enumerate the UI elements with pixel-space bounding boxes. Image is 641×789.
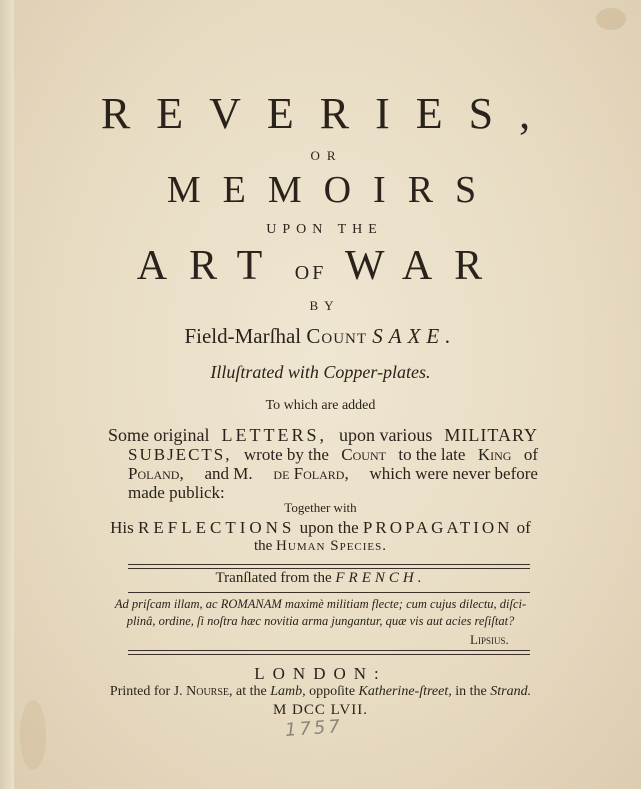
imprint-text: in the — [455, 684, 487, 699]
letters-line-1 — [108, 426, 538, 445]
letters-text: SUBJECTS, — [128, 445, 232, 464]
title-by: BY — [309, 298, 340, 313]
letters-line-4: made publick: — [128, 483, 225, 502]
title-memoirs: MEMOIRS — [166, 169, 499, 211]
quote-line-2: plinâ, ordine, ſi noſtra hæc novitia arma jungantur, quæ vis aut acies reſiſtat? — [126, 614, 515, 628]
title-of: OF — [294, 262, 327, 284]
reflections-text: REFLECTIONS — [138, 518, 296, 537]
author-name: SAXE. — [372, 324, 457, 348]
imprint-text: Printed for J. — [109, 684, 183, 699]
letters-text: Count — [341, 445, 386, 464]
imprint-text: oppoſite — [309, 684, 356, 699]
foxing-stain — [596, 8, 626, 30]
quote-author: Lipsius. — [470, 632, 509, 647]
author-count: Count — [306, 324, 368, 348]
letters-text: which were never before — [369, 464, 538, 483]
letters-text: to the late — [398, 445, 466, 464]
title-art-of-war — [0, 242, 641, 290]
imprint-year: M DCC LVII. — [272, 702, 369, 718]
translated-text: Tranſlated from the — [215, 570, 332, 586]
letters-text: King — [477, 445, 512, 464]
imprint-text: Lamb, — [270, 684, 306, 699]
letters-text: upon various — [338, 425, 433, 445]
imprint-text: Strand. — [490, 684, 532, 699]
translated-text: FRENCH. — [335, 570, 426, 586]
letters-text: Some original — [108, 425, 210, 445]
author-line — [0, 324, 641, 349]
title-reveries: REVERIES, — [100, 89, 557, 138]
letters-text: LETTERS, — [221, 425, 327, 445]
imprint-printer — [0, 684, 641, 700]
letters-text: de Folard, — [273, 464, 349, 483]
together-line: Together with — [284, 500, 357, 515]
title-art: ART — [136, 243, 285, 289]
divider-rule — [128, 650, 530, 655]
handwritten-year: 1757 — [284, 716, 344, 741]
reflections-text: of — [516, 518, 531, 537]
reflections-text: upon the — [299, 518, 359, 537]
quote-line-1: Ad priſcam illam, ac ROMANAM maximè militiam flecte; cum cujus dilectu, diſci- — [114, 597, 527, 611]
letters-text: of — [523, 445, 538, 464]
title-war: WAR — [344, 243, 505, 289]
reflections-text: His — [110, 518, 134, 537]
added-line: To which are added — [265, 398, 376, 413]
imprint-city: LONDON: — [254, 664, 387, 683]
title-or: OR — [310, 148, 343, 163]
translated-line — [0, 570, 641, 587]
title-upon-the: UPON THE — [266, 222, 383, 237]
letters-line-3 — [128, 464, 538, 483]
letters-text: Poland, — [128, 464, 184, 483]
author-prefix: Field-Marſhal — [184, 324, 302, 348]
letters-text: wrote by the — [243, 445, 329, 464]
imprint-text: Nourse, — [186, 684, 233, 699]
illustrated-line: Illuſtrated with Copper-plates. — [210, 362, 431, 382]
reflections-text: PROPAGATION — [362, 518, 513, 537]
letters-paragraph — [108, 426, 538, 502]
reflections-text: Human Species. — [276, 538, 388, 554]
letters-text: MILITARY — [444, 425, 538, 445]
reflections-line-1 — [0, 518, 641, 538]
imprint-text: Katherine-ſtreet, — [358, 684, 452, 699]
divider-rule — [128, 564, 530, 569]
reflections-line-2 — [0, 538, 641, 555]
letters-text: and M. — [204, 464, 253, 483]
reflections-text: the — [253, 538, 273, 554]
divider-rule — [128, 592, 530, 593]
letters-line-2 — [128, 445, 538, 464]
imprint-text: at the — [236, 684, 267, 699]
